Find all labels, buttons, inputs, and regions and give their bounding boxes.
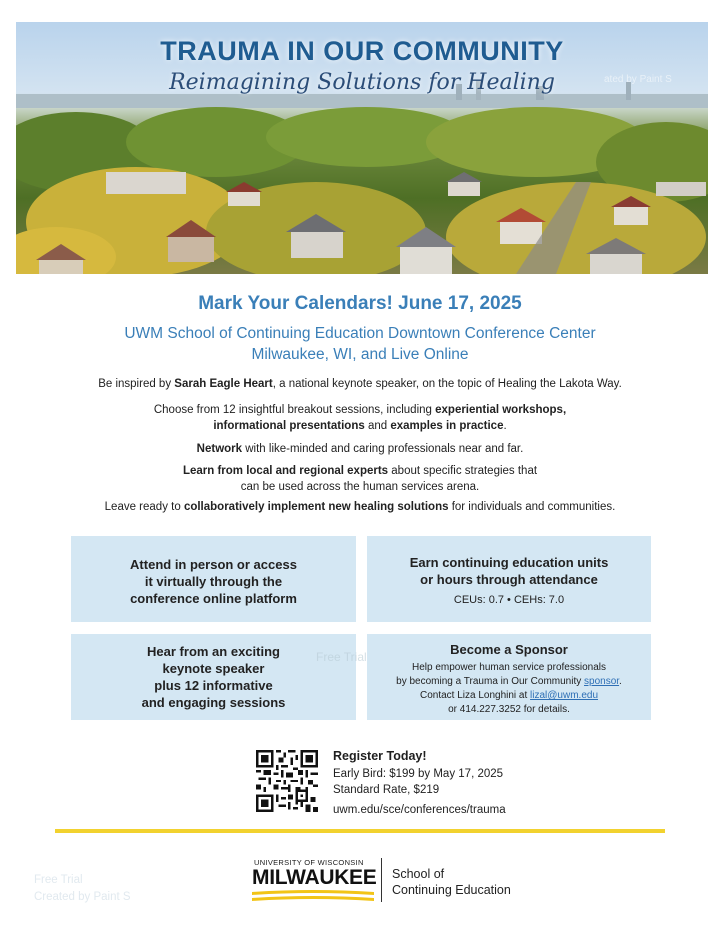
venue-line-1: UWM School of Continuing Education Downtown Conference Center bbox=[124, 325, 596, 342]
credits-text: CEUs: 0.7 • CEHs: 7.0 bbox=[453, 594, 565, 606]
keynote-speaker-name: Sarah Eagle Heart bbox=[174, 378, 273, 390]
text-bold: examples in practice bbox=[390, 420, 504, 432]
earn-credits-box bbox=[367, 536, 651, 622]
sponsor-line bbox=[367, 689, 651, 703]
text-run: Contact Liza Longhini at bbox=[419, 690, 531, 701]
box-line: and engaging sessions bbox=[141, 695, 286, 710]
text-bold: experiential workshops, bbox=[435, 404, 567, 416]
text-bold: informational presentations bbox=[213, 420, 365, 432]
box-line: or hours through attendance bbox=[420, 572, 598, 587]
text-run: Leave ready to bbox=[104, 501, 184, 513]
event-date-headline: Mark Your Calendars! June 17, 2025 bbox=[198, 293, 522, 314]
network-paragraph bbox=[40, 441, 680, 457]
sponsor-title: Become a Sponsor bbox=[450, 642, 568, 657]
footer-divider bbox=[381, 858, 382, 902]
early-bird-price: Early Bird: $199 by May 17, 2025 bbox=[333, 768, 504, 780]
box-line: conference online platform bbox=[130, 591, 297, 606]
register-section bbox=[333, 748, 593, 818]
venue-line-2: Milwaukee, WI, and Live Online bbox=[251, 346, 469, 363]
trial-watermark: Free Trial bbox=[316, 650, 367, 664]
sponsor-line bbox=[367, 675, 651, 689]
text-run: for individuals and communities. bbox=[448, 501, 616, 513]
register-url[interactable]: uwm.edu/sce/conferences/trauma bbox=[333, 804, 506, 816]
box-line: Attend in person or access bbox=[130, 557, 297, 572]
sponsor-link[interactable]: sponsor bbox=[584, 676, 620, 687]
box-line: keynote speaker bbox=[162, 661, 265, 676]
text-run: with like-minded and caring professionals near and far. bbox=[242, 443, 524, 455]
keynote-paragraph bbox=[40, 376, 680, 392]
text-bold: Network bbox=[196, 443, 243, 455]
bottom-watermark bbox=[34, 872, 131, 906]
box-line: plus 12 informative bbox=[154, 678, 273, 693]
box-line: Hear from an exciting bbox=[147, 644, 280, 659]
leave-ready-paragraph bbox=[40, 499, 680, 515]
keynote-box bbox=[71, 634, 356, 720]
text-bold: Learn from local and regional experts bbox=[182, 465, 389, 477]
hero-banner bbox=[16, 22, 708, 274]
hero-title: TRAUMA IN OUR COMMUNITY bbox=[160, 36, 564, 66]
box-line: it virtually through the bbox=[144, 574, 283, 589]
box-line: Earn continuing education units bbox=[409, 555, 609, 570]
sessions-paragraph bbox=[40, 402, 680, 434]
sponsor-email-link[interactable]: lizal@uwm.edu bbox=[530, 690, 599, 701]
school-line: Continuing Education bbox=[392, 883, 511, 897]
text-run: , a national keynote speaker, on the topic of Healing the Lakota Way. bbox=[272, 378, 622, 390]
text-run: can be used across the human services arena. bbox=[240, 481, 480, 493]
school-line: School of bbox=[392, 867, 445, 881]
school-name bbox=[392, 866, 511, 898]
text-run: by becoming a Trauma in Our Community bbox=[396, 676, 585, 687]
text-run: and bbox=[364, 420, 391, 432]
text-run: . bbox=[503, 420, 507, 432]
watermark-line: Free Trial bbox=[34, 874, 83, 886]
uwm-logo-stripes-icon bbox=[252, 889, 374, 903]
uwm-logo-text: MILWAUKEE bbox=[252, 866, 377, 889]
text-run: Choose from 12 insightful breakout sessions, including bbox=[153, 404, 436, 416]
sponsor-line: Help empower human service professionals bbox=[412, 662, 606, 673]
uwm-university-label: UNIVERSITY OF WISCONSIN bbox=[254, 858, 364, 867]
register-title: Register Today! bbox=[333, 749, 427, 763]
sponsor-box bbox=[367, 634, 651, 720]
standard-price: Standard Rate, $219 bbox=[333, 784, 440, 796]
text-run: . bbox=[619, 676, 622, 687]
divider-rule bbox=[55, 829, 665, 833]
attend-box bbox=[71, 536, 356, 622]
hero-subtitle: Reimagining Solutions for Healing bbox=[169, 70, 555, 95]
watermark-line: Created by Paint S bbox=[34, 891, 131, 903]
venue-info bbox=[0, 323, 720, 365]
learn-paragraph bbox=[40, 463, 680, 495]
text-bold: collaboratively implement new healing solutions bbox=[183, 501, 449, 513]
sponsor-line: or 414.227.3252 for details. bbox=[448, 704, 570, 715]
qr-code-icon[interactable] bbox=[256, 750, 318, 812]
text-run: Be inspired by bbox=[98, 378, 175, 390]
watermark-text: ated by Paint S bbox=[604, 74, 672, 85]
text-run: about specific strategies that bbox=[388, 465, 538, 477]
